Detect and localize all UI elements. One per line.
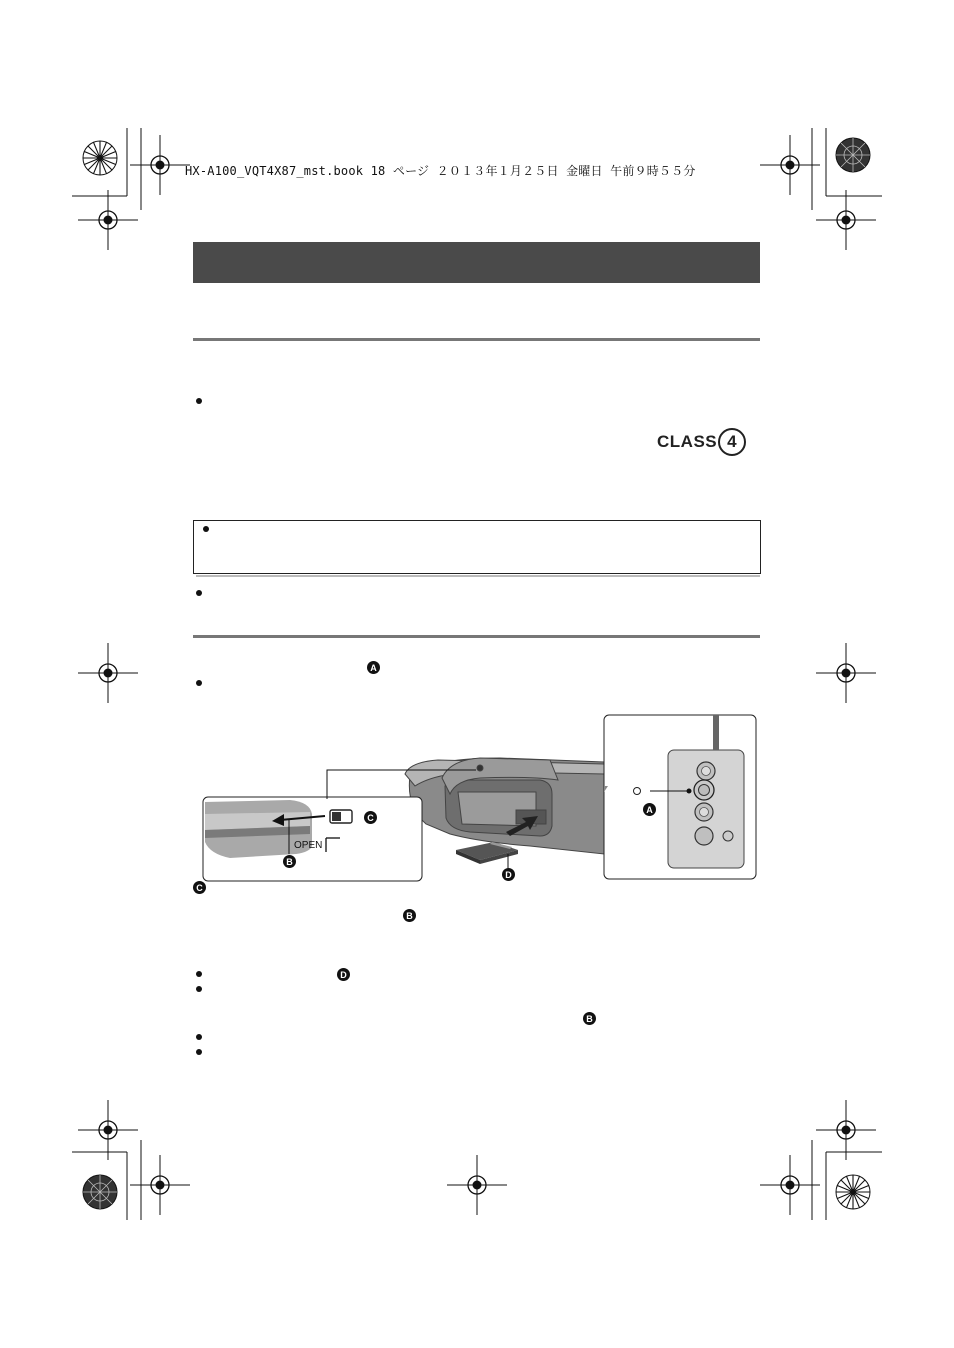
callout-d: D [337,968,350,981]
callout-c: C [364,811,377,824]
callout-d: D [502,868,515,881]
print-info-line: HX-A100_VQT4X87_mst.book 18 ページ ２０１３年１月２５日 金曜日 午前９時５５分 [185,164,696,178]
card-insertion-illustration [200,714,760,894]
bullet [196,1034,202,1040]
bullet [196,986,202,992]
note-box-shadow [196,575,760,577]
sd-speed-class-logo [657,428,746,456]
callout-a: A [643,803,656,816]
camera-body [405,758,604,854]
section-rule-top [193,338,760,341]
bullet [196,680,202,686]
note-box [193,520,761,574]
callout-b: B [403,909,416,922]
bullet [196,971,202,977]
bullet [196,398,202,404]
lock-inset [203,797,422,881]
section-title-bar [193,242,760,283]
bullet [196,590,202,596]
class-logo-text: CLASS [657,432,718,451]
class-logo-number: 4 [718,428,746,456]
bullet [196,1049,202,1055]
open-label: OPEN [294,840,323,851]
microsd-card [456,842,518,864]
callout-b: B [283,855,296,868]
remote-inset [604,715,756,879]
bullet [203,526,209,532]
section-rule-middle [193,635,760,638]
callout-c: C [193,881,206,894]
callout-b: B [583,1012,596,1025]
callout-a: A [367,661,380,674]
